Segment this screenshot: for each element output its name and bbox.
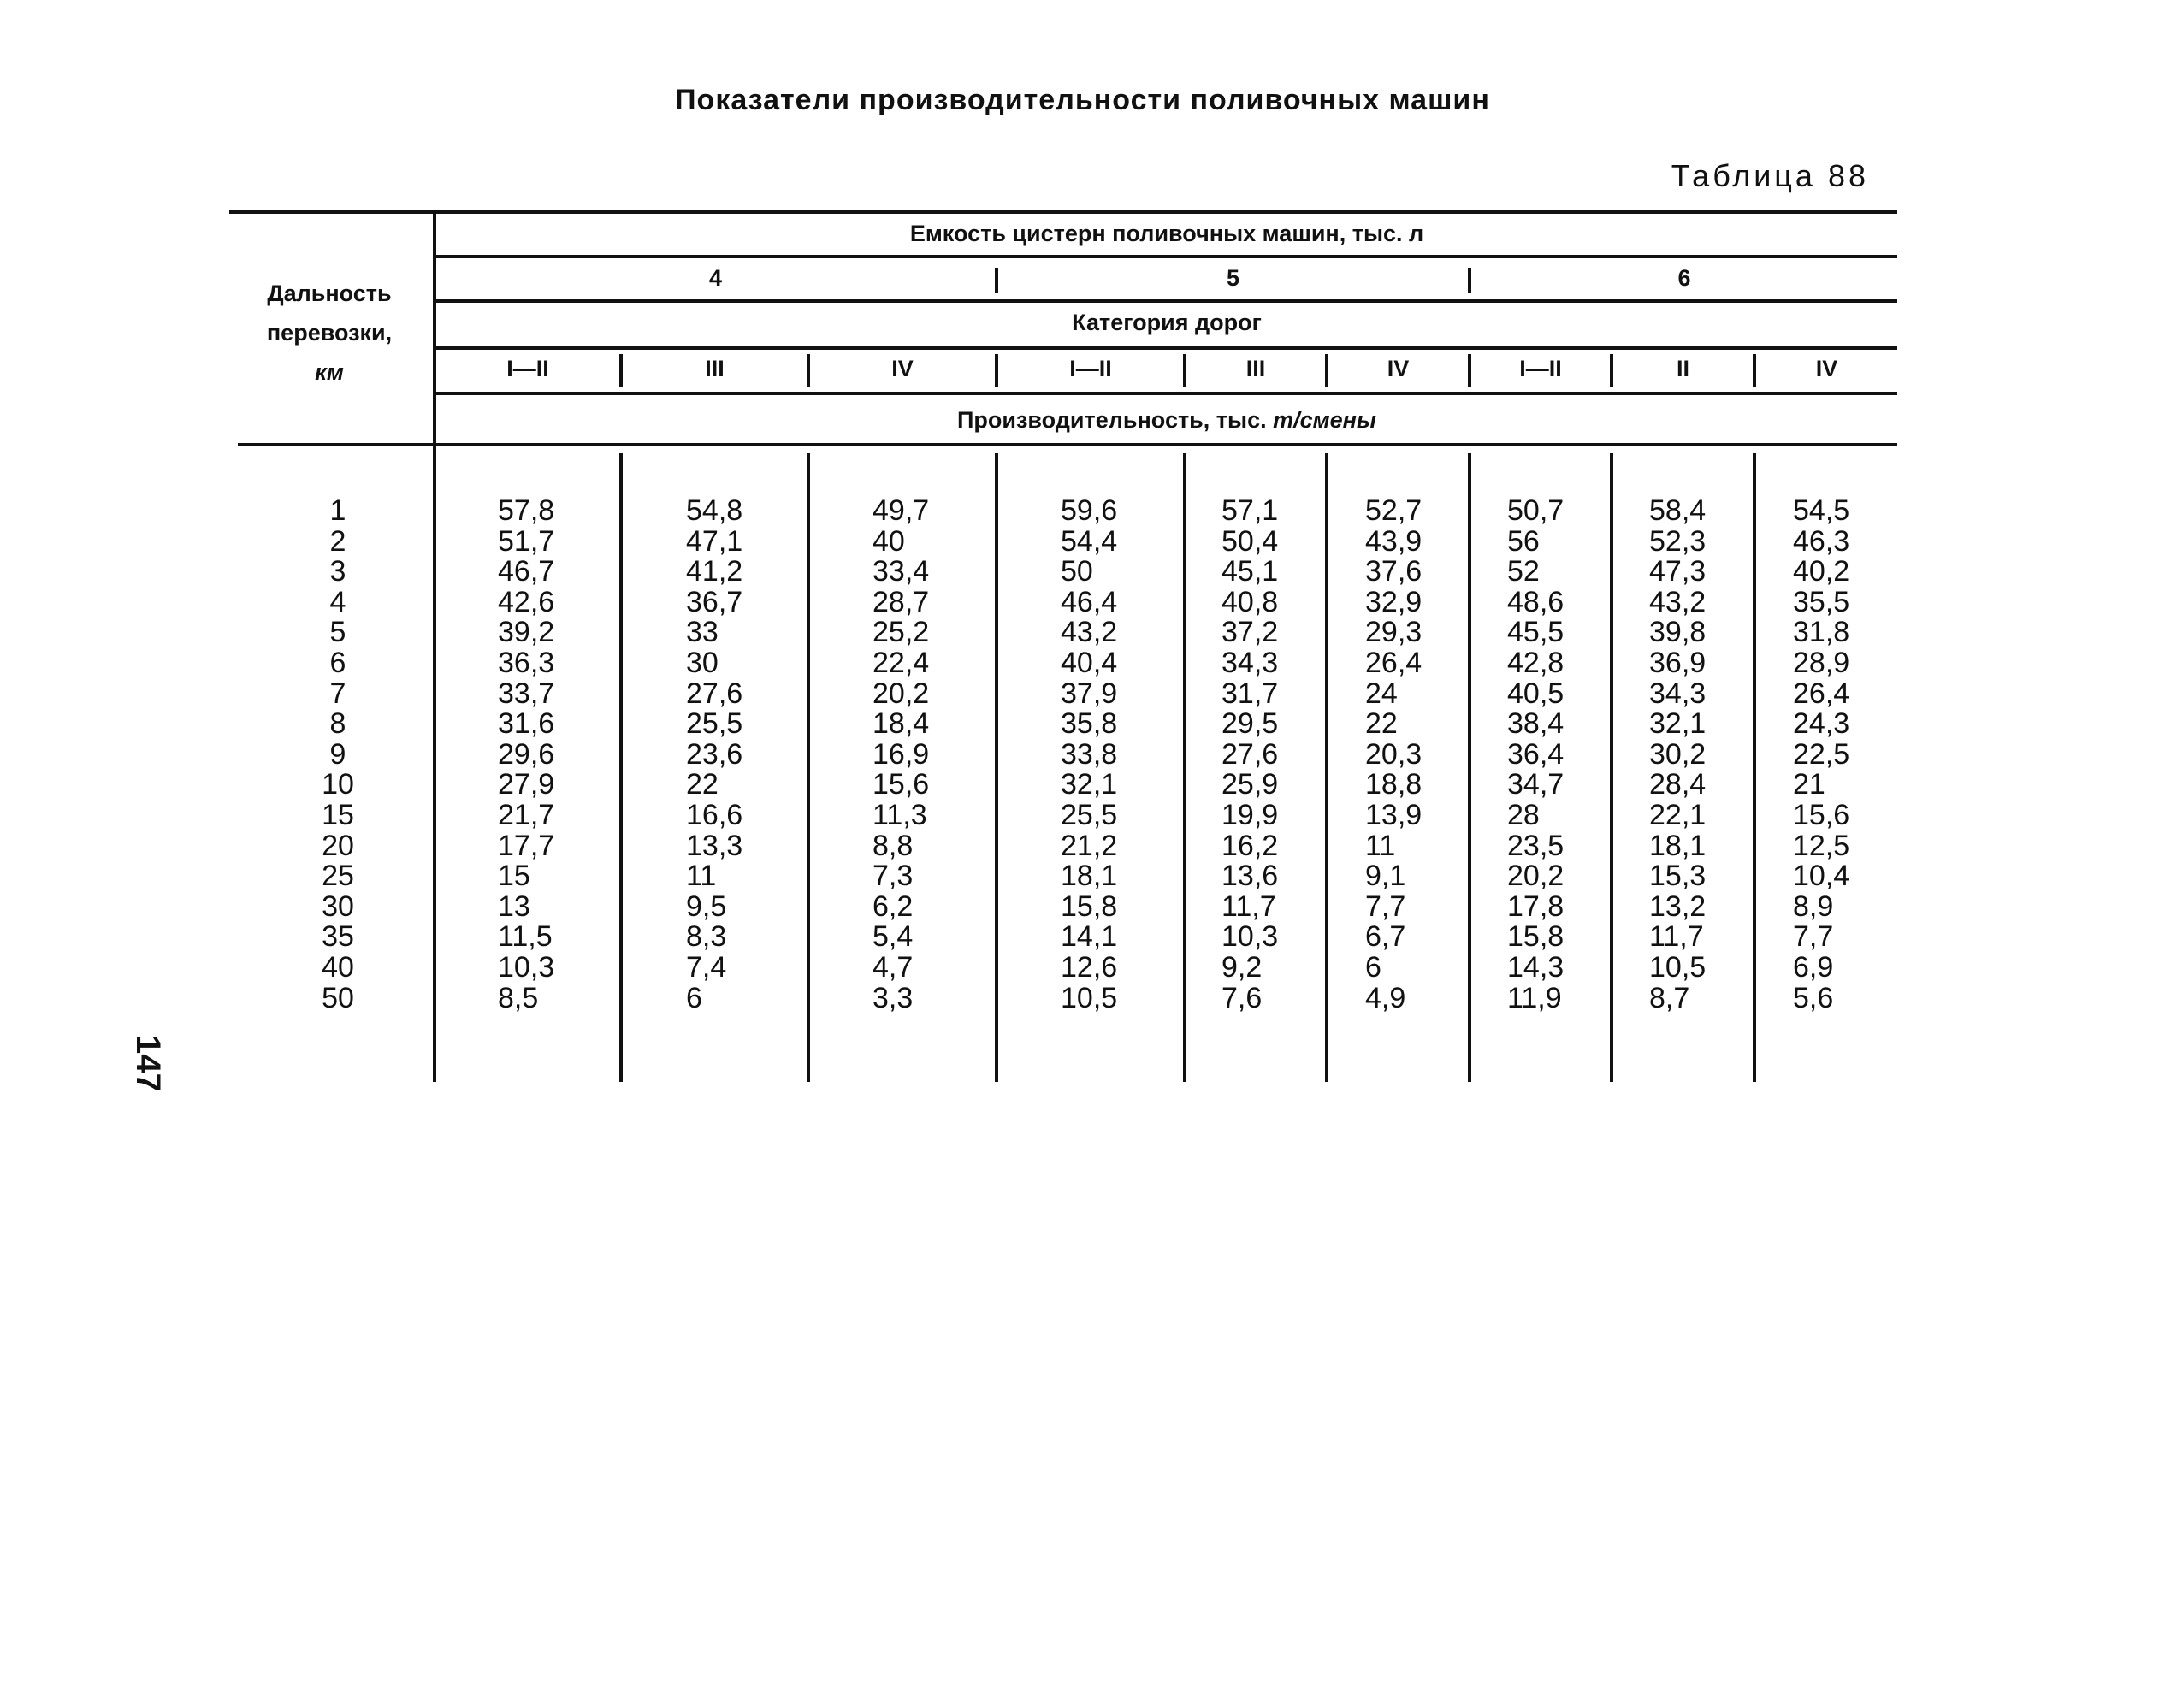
table-cell: 27,6 (1222, 737, 1279, 771)
data-column (1365, 496, 1422, 1014)
table-cell: 25,9 (1222, 768, 1279, 801)
distance-cell: 15 (322, 798, 354, 831)
table-cell: 40,2 (1793, 555, 1850, 588)
table-cell: 54,8 (686, 494, 743, 527)
table-cell: 24,3 (1793, 707, 1850, 741)
table-cell: 23,5 (1507, 829, 1565, 862)
table-cell: 34,7 (1507, 768, 1565, 801)
table-cell: 6,9 (1793, 950, 1834, 984)
table-cell: 28,7 (873, 585, 930, 618)
table-cell: 20,2 (1507, 860, 1565, 893)
productivity-header (436, 407, 1897, 434)
table-cell: 21 (1793, 768, 1825, 801)
table-cell: 15,8 (1507, 920, 1565, 954)
table-cell: 13 (498, 889, 530, 923)
distance-cell: 6 (329, 646, 346, 679)
table-cell: 18,8 (1365, 768, 1423, 801)
table-cell: 30,2 (1649, 737, 1707, 771)
capacity-6: 6 (1677, 265, 1691, 291)
table-cell: 18,4 (873, 707, 930, 741)
data-column (1507, 496, 1564, 1014)
distance-cell: 1 (329, 494, 346, 527)
table-cell: 10,5 (1061, 981, 1118, 1014)
table-cell: 29,3 (1365, 616, 1423, 649)
table-cell: 32,9 (1365, 585, 1423, 618)
table-cell: 34,3 (1649, 677, 1707, 710)
distance-cell: 20 (322, 829, 354, 862)
category-cell: II (1676, 356, 1689, 381)
table-cell: 43,9 (1365, 524, 1423, 558)
table-cell: 58,4 (1649, 494, 1707, 527)
table-cell: 26,4 (1793, 677, 1850, 710)
col-separator (1325, 453, 1328, 1082)
table-cell: 21,7 (498, 798, 555, 831)
stub-line-2: перевозки, (266, 320, 393, 346)
table-number: Таблица 88 (1671, 158, 1869, 193)
table-cell: 7,4 (686, 950, 727, 984)
table-cell: 43,2 (1061, 616, 1118, 649)
distance-cell: 9 (329, 737, 346, 771)
distance-cell: 30 (322, 889, 354, 923)
col-separator (1183, 453, 1186, 1082)
table-cell: 36,3 (498, 646, 555, 679)
table-cell: 36,4 (1507, 737, 1565, 771)
table-cell: 28 (1507, 798, 1540, 831)
table-cell: 46,3 (1793, 524, 1850, 558)
table-cell: 5,6 (1793, 981, 1834, 1014)
distance-cell: 4 (329, 585, 346, 618)
stub-header (240, 274, 419, 392)
table-cell: 30 (686, 646, 719, 679)
table-cell: 11,9 (1507, 981, 1562, 1014)
table-cell: 56 (1507, 524, 1540, 558)
table-cell: 14,3 (1507, 950, 1565, 984)
table-cell: 36,9 (1649, 646, 1707, 679)
table-cell: 22 (1365, 707, 1398, 741)
table-cell: 50,7 (1507, 494, 1565, 527)
table-cell: 54,5 (1793, 494, 1850, 527)
table-cell: 23,6 (686, 737, 743, 771)
table-cell: 8,7 (1649, 981, 1690, 1014)
table-cell: 14,1 (1061, 920, 1118, 954)
category-cell: IV (891, 356, 914, 381)
table-cell: 13,9 (1365, 798, 1423, 831)
data-column (1793, 496, 1849, 1014)
table-cell: 33,4 (873, 555, 930, 588)
table-cell: 13,6 (1222, 860, 1279, 893)
page-number: 147 (129, 1035, 167, 1092)
table-cell: 6 (686, 981, 702, 1014)
page-title: Показатели производительности поливочных машин (675, 84, 1490, 116)
table-cell: 15,3 (1649, 860, 1707, 893)
table-cell: 3,3 (873, 981, 914, 1014)
table-cell: 35,5 (1793, 585, 1850, 618)
capacity-4: 4 (708, 265, 723, 291)
table-cell: 21,2 (1061, 829, 1118, 862)
table-cell: 7,7 (1365, 889, 1406, 923)
table-cell: 25,2 (873, 616, 930, 649)
table-cell: 6 (1365, 950, 1381, 984)
table-cell: 4,7 (873, 950, 914, 984)
productivity-label: Производительность, тыс. (956, 407, 1267, 433)
table-cell: 46,7 (498, 555, 555, 588)
table-cell: 12,6 (1061, 950, 1118, 984)
table-cell: 33,7 (498, 677, 555, 710)
data-column (1222, 496, 1278, 1014)
capacity-header: Емкость цистерн поливочных машин, тыс. л (909, 221, 1424, 246)
distance-cell: 10 (322, 768, 354, 801)
table-cell: 20,2 (873, 677, 930, 710)
category-cell: IV (1815, 356, 1838, 381)
table-cell: 15,8 (1061, 889, 1118, 923)
table-cell: 4,9 (1365, 981, 1406, 1014)
data-column (873, 496, 929, 1014)
table-cell: 10,5 (1649, 950, 1707, 984)
table-cell: 11 (686, 860, 717, 893)
table-cell: 52,3 (1649, 524, 1707, 558)
table-cell: 22,5 (1793, 737, 1850, 771)
col-separator (807, 453, 810, 1082)
table-cell: 27,6 (686, 677, 743, 710)
table-cell: 39,2 (498, 616, 555, 649)
header-bottom-rule (238, 443, 1897, 446)
table-cell: 16,9 (873, 737, 930, 771)
category-cell: IV (1387, 356, 1410, 381)
distance-cell: 35 (322, 920, 354, 954)
table-cell: 10,3 (1222, 920, 1279, 954)
table-cell: 25,5 (1061, 798, 1118, 831)
table-cell: 50 (1061, 555, 1093, 588)
table-cell: 57,8 (498, 494, 555, 527)
table-cell: 19,9 (1222, 798, 1279, 831)
table-cell: 33 (686, 616, 719, 649)
table-cell: 8,8 (873, 829, 914, 862)
capacity-rule (436, 255, 1897, 258)
category-cell: I—II (506, 356, 549, 381)
category-rule (436, 346, 1897, 350)
table-cell: 11,5 (498, 920, 553, 954)
table-cell: 45,1 (1222, 555, 1279, 588)
table-cell: 42,8 (1507, 646, 1565, 679)
table-cell: 31,6 (498, 707, 555, 741)
table-cell: 10,4 (1793, 860, 1850, 893)
table-cell: 52 (1507, 555, 1540, 588)
table-cell: 6,7 (1365, 920, 1406, 954)
table-cell: 57,1 (1222, 494, 1279, 527)
table-cell: 20,3 (1365, 737, 1423, 771)
table-cell: 59,6 (1061, 494, 1118, 527)
table-cell: 11,7 (1222, 889, 1276, 923)
distance-column (295, 496, 381, 1014)
productivity-unit: т/смены (1273, 407, 1376, 433)
table-cell: 11 (1365, 829, 1396, 862)
table-cell: 40,4 (1061, 646, 1118, 679)
table-cell: 5,4 (873, 920, 914, 954)
table-cell: 9,5 (686, 889, 727, 923)
table-cell: 34,3 (1222, 646, 1279, 679)
category-cell: I—II (1069, 356, 1112, 381)
table-cell: 25,5 (686, 707, 743, 741)
stub-unit: км (315, 359, 344, 385)
table-cell: 35,8 (1061, 707, 1118, 741)
table-cell: 9,2 (1222, 950, 1263, 984)
table-cell: 36,7 (686, 585, 743, 618)
table-cell: 40 (873, 524, 905, 558)
table-cell: 29,6 (498, 737, 555, 771)
table-cell: 32,1 (1649, 707, 1707, 741)
table-cell: 8,3 (686, 920, 727, 954)
table-cell: 50,4 (1222, 524, 1279, 558)
table-cell: 43,2 (1649, 585, 1707, 618)
data-column (686, 496, 742, 1014)
table-cell: 48,6 (1507, 585, 1565, 618)
table-cell: 37,2 (1222, 616, 1279, 649)
table-cell: 18,1 (1649, 829, 1707, 862)
category-cell: I—II (1519, 356, 1562, 381)
stub-separator (433, 214, 436, 1082)
col-separator (1753, 453, 1756, 1082)
table-cell: 13,3 (686, 829, 743, 862)
table-cell: 7,3 (873, 860, 914, 893)
road-category-header: Категория дорог (1072, 310, 1262, 335)
table-cell: 7,6 (1222, 981, 1263, 1014)
table-cell: 8,5 (498, 981, 539, 1014)
table-cell: 28,9 (1793, 646, 1850, 679)
table-cell: 15,6 (1793, 798, 1850, 831)
table-cell: 26,4 (1365, 646, 1423, 679)
table-cell: 13,2 (1649, 889, 1707, 923)
category-cell: III (705, 356, 725, 381)
table-cell: 17,7 (498, 829, 555, 862)
table-cell: 11,7 (1649, 920, 1704, 954)
table-cell: 47,3 (1649, 555, 1707, 588)
distance-cell: 7 (329, 677, 346, 710)
distance-cell: 40 (322, 950, 354, 984)
table-cell: 41,2 (686, 555, 743, 588)
distance-cell: 50 (322, 981, 354, 1014)
table-cell: 28,4 (1649, 768, 1707, 801)
table-cell: 22,4 (873, 646, 930, 679)
col-separator (619, 453, 623, 1082)
table-cell: 27,9 (498, 768, 555, 801)
table-cell: 10,3 (498, 950, 555, 984)
table-cell: 37,6 (1365, 555, 1423, 588)
table-cell: 54,4 (1061, 524, 1118, 558)
table-cell: 47,1 (686, 524, 743, 558)
table-cell: 31,8 (1793, 616, 1850, 649)
table-cell: 32,1 (1061, 768, 1118, 801)
table-cell: 37,9 (1061, 677, 1118, 710)
capacity-values-rule (436, 299, 1897, 303)
capacity-5: 5 (1226, 265, 1240, 291)
table-cell: 15,6 (873, 768, 930, 801)
data-column (498, 496, 554, 1014)
table-cell: 52,7 (1365, 494, 1423, 527)
distance-cell: 8 (329, 707, 346, 741)
distance-cell: 2 (329, 524, 346, 558)
table-cell: 49,7 (873, 494, 930, 527)
table-cell: 18,1 (1061, 860, 1118, 893)
col-separator (995, 453, 998, 1082)
category-values-rule (436, 392, 1897, 395)
table-cell: 51,7 (498, 524, 555, 558)
table-cell: 12,5 (1793, 829, 1850, 862)
table-cell: 15 (498, 860, 530, 893)
col-separator (1468, 453, 1471, 1082)
table-cell: 7,7 (1793, 920, 1834, 954)
table-cell: 9,1 (1365, 860, 1406, 893)
data-column (1061, 496, 1117, 1014)
table-cell: 6,2 (873, 889, 914, 923)
table-cell: 22 (686, 768, 719, 801)
data-column (1649, 496, 1706, 1014)
table-cell: 17,8 (1507, 889, 1565, 923)
table-cell: 38,4 (1507, 707, 1565, 741)
table-cell: 16,2 (1222, 829, 1279, 862)
table-cell: 24 (1365, 677, 1398, 710)
table-cell: 33,8 (1061, 737, 1118, 771)
col-separator (1610, 453, 1613, 1082)
distance-cell: 5 (329, 616, 346, 649)
top-rule (229, 210, 1897, 214)
table-cell: 8,9 (1793, 889, 1834, 923)
table-cell: 45,5 (1507, 616, 1565, 649)
table-cell: 16,6 (686, 798, 743, 831)
table-cell: 42,6 (498, 585, 555, 618)
distance-cell: 3 (329, 555, 346, 588)
table-cell: 11,3 (873, 798, 927, 831)
table-cell: 46,4 (1061, 585, 1118, 618)
stub-line-1: Дальность (267, 281, 392, 306)
table-cell: 39,8 (1649, 616, 1707, 649)
category-cell: III (1245, 356, 1266, 381)
table-cell: 40,8 (1222, 585, 1279, 618)
distance-cell: 25 (322, 860, 354, 893)
table-cell: 40,5 (1507, 677, 1565, 710)
table-cell: 31,7 (1222, 677, 1279, 710)
table-cell: 22,1 (1649, 798, 1707, 831)
table-cell: 29,5 (1222, 707, 1279, 741)
